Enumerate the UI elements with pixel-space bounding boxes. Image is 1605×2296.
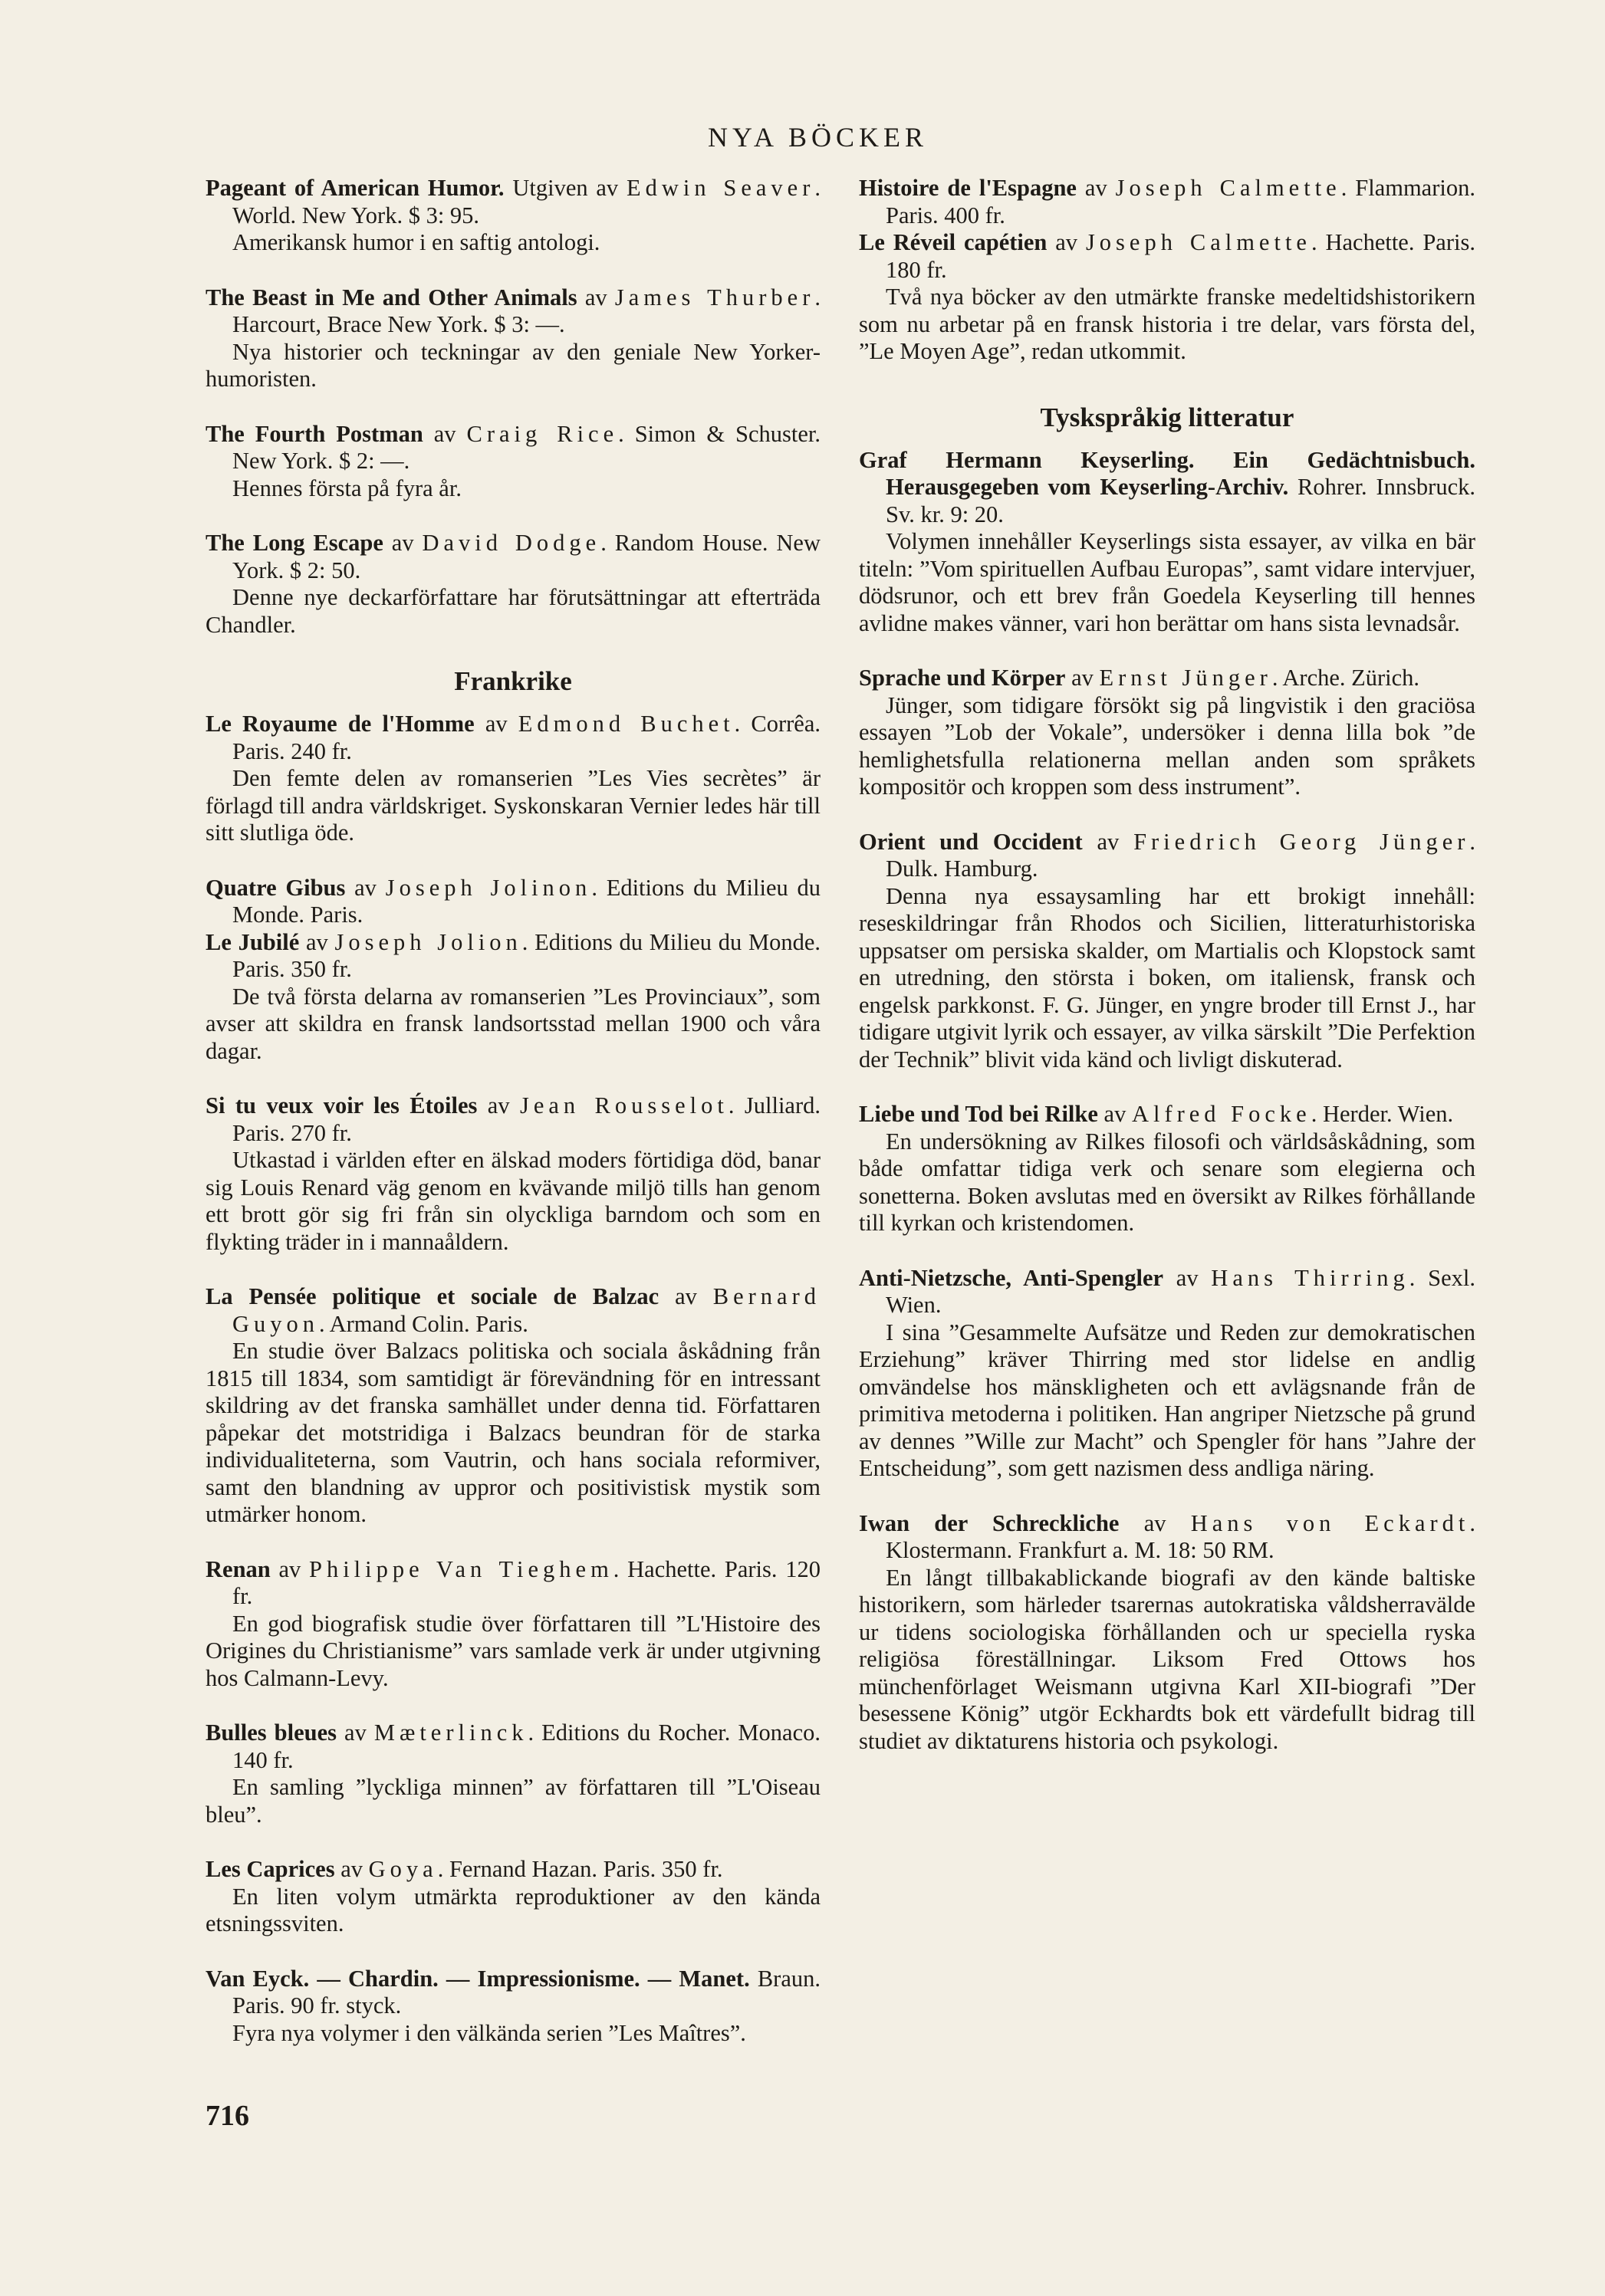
entry-author: Bernard Guyon [232, 1283, 821, 1337]
page-number: 716 [206, 2100, 249, 2132]
entry-annotation: En undersökning av Rilkes filosofi och världsåskådning, som både omfattar tidiga verk och senare som elegierna och sonetterna. Boken avslutas med en översikt av Rilkes förhållande till kyrkan och kristendomen. [859, 1128, 1475, 1236]
entry-connector: av [1076, 175, 1116, 201]
entry-annotation: En studie över Balzacs politiska och sociala åskådning från 1815 till 1834, som samtidigt är förevändning för en intressant skildring av det franska samhället under denna tid. Författaren påpekar det motstridiga i Balzacs beundran för de starka individualiteterna, som Vautrin, och hans sociala reformiver, samt den blandning av uppror och positivistisk mystik som utmärker honom. [206, 1338, 821, 1527]
entry-annotation: Jünger, som tidigare försökt sig på lingvistik i den graciösa essayen ”Lob der Vokale”, undersöker i denna lilla bok ”de hemlighetsfulla relationerna mellan anden som språkets kompositör och kroppen som dess instrument”. [859, 691, 1475, 800]
entry-connector: av [1119, 1509, 1191, 1536]
entry-publisher: . Hachette. Paris. 180 fr. [886, 229, 1475, 283]
entry-citation [206, 530, 821, 584]
entry-author: Goya [368, 1856, 438, 1882]
entry-connector: av [474, 711, 518, 737]
entry-title: The Fourth Postman [206, 420, 423, 447]
entry-annotation: En långt tillbakablickande biografi av den kände baltiske historikern, som härleder tsarernas autokratiska våldsherravälde ur tidens sociologiska förhållanden och ur speciella ryska religiösa föreställningar. Liksom Fred Ottows hos münchenförlaget Weismann utgivna Karl XII-biografi ”Der besessene König” utgör Eckhardts bok ett värdefullt bidrag till studiet av diktaturens historia och psykologi. [859, 1564, 1475, 1754]
entry-connector: av [270, 1555, 309, 1582]
right-column [859, 175, 1475, 1755]
entry-connector: av [383, 530, 423, 556]
entry-publisher: . Harcourt, Brace New York. $ 3: —. [232, 284, 821, 337]
entry-citation [206, 1856, 821, 1884]
entry-connector: av [1082, 828, 1134, 855]
entry-title: Quatre Gibus [206, 874, 346, 901]
entry-author: Joseph Calmette [1085, 229, 1311, 255]
entry-annotation: I sina ”Gesammelte Aufsätze und Reden zur demokratischen Erziehung” kräver Thirring med stor lidelse en andlig omvändelse hos mänskligheten och ett avlägsnande från de primitiva metoderna i politiken. Han angriper Nietzsche på grund av dennes ”Wille zur Macht” och Spengler för hans ”Jahre der Entscheidung”, som gett nazismen dess andliga näring. [859, 1319, 1475, 1481]
entry-citation [206, 421, 821, 475]
entry-title: Graf Hermann Keyserling. Ein Gedächtnisbuch. Herausgegeben vom Keyserling-Archiv. [859, 446, 1475, 500]
book-entry [859, 1101, 1475, 1237]
book-entry [206, 929, 821, 1066]
entry-connector: av [1097, 1101, 1132, 1127]
entry-annotation: Två nya böcker av den utmärkte franske medeltidshistorikern som nu arbetar på en fransk historia i tre delar, vars första del, ”Le Moyen Age”, redan utkommit. [859, 284, 1475, 364]
entry-publisher: . World. New York. $ 3: 95. [232, 175, 821, 228]
entry-citation [206, 711, 821, 765]
section-heading: Tyskspråkig litteratur [1040, 402, 1294, 432]
entry-author: Ernst Jünger [1099, 665, 1272, 691]
book-entry [859, 829, 1475, 1074]
entry-title: Le Royaume de l'Homme [206, 711, 475, 737]
book-entry [206, 1856, 821, 1938]
entry-citation [206, 929, 821, 984]
entry-title: Liebe und Tod bei Rilke [859, 1101, 1098, 1127]
entry-publisher: . Flammarion. Paris. 400 fr. [886, 175, 1475, 228]
entry-annotation: Hennes första på fyra år. [232, 475, 462, 501]
entry-author: Hans Thirring [1211, 1264, 1409, 1291]
entry-citation [206, 1556, 821, 1611]
entry-publisher: . Fernand Hazan. Paris. 350 fr. [437, 1856, 723, 1882]
entry-author: Friedrich Georg Jünger [1133, 828, 1470, 855]
entry-publisher: . Simon & Schuster. New York. $ 2: —. [232, 420, 821, 474]
entry-title: Si tu veux voir les Étoiles [206, 1092, 478, 1118]
entry-annotation: En samling ”lyckliga minnen” av författaren till ”L'Oiseau bleu”. [206, 1774, 821, 1828]
entry-connector: Utgiven av [504, 175, 627, 201]
entry-citation [859, 1510, 1475, 1565]
entry-publisher: . Sexl. Wien. [886, 1264, 1475, 1318]
entry-annotation: Volymen innehåller Keyserlings sista essayer, av vilka en bär titeln: ”Vom spirituellen Aufbau Europas”, samt vidare intervjuer, dödsrunor, och ett brev från Goedela Keyserling till hennes avlidne makes vänner, vari hon berättar om hans sista levnadsår. [859, 528, 1475, 636]
book-entry [206, 284, 821, 393]
entry-connector: av [1047, 229, 1086, 255]
entry-annotation: Utkastad i världen efter en älskad moders förtidiga död, banar sig Louis Renard väg genom en kvävande miljö tills han genom ett brott gör sig fri från sin olyckliga barndom och som en flykting träder in i mannaåldern. [206, 1147, 821, 1255]
entry-connector: av [337, 1720, 374, 1746]
entry-title: The Beast in Me and Other Animals [206, 284, 577, 310]
entry-title: Orient und Occident [859, 828, 1083, 855]
entry-publisher: . Arche. Zürich. [1271, 665, 1420, 691]
entry-title: Le Réveil capétien [859, 229, 1048, 255]
entry-annotation: Denna nya essaysamling har ett brokigt innehåll: reseskildringar från Rhodos och Sicilien, litteraturhistoriska uppsatser om persiska skalder, om Martialis och Klopstock samt en utredning, den största i boken, om italiensk, fransk och engelsk parkkonst. F. G. Jünger, en yngre broder till Ernst J., har tidigare utgivit lyrik och essayer, av vilka särskilt ”Die Perfektion der Technik” blivit vida känd och livligt diskuterad. [859, 882, 1475, 1072]
entry-connector: av [423, 420, 467, 447]
entry-annotation: Nya historier och teckningar av den geniale New Yorker-humoristen. [206, 338, 821, 392]
book-entry [206, 421, 821, 503]
entry-publisher: . Editions du Milieu du Monde. Paris. [232, 874, 821, 928]
entry-publisher: . Dulk. Hamburg. [886, 828, 1476, 882]
entry-connector: av [345, 874, 386, 901]
entry-connector: av [577, 284, 615, 310]
book-entry [206, 711, 821, 847]
entry-publisher: Rohrer. Innsbruck. Sv. kr. 9: 20. [886, 474, 1476, 527]
entry-publisher: . Editions du Rocher. Monaco. 140 fr. [232, 1720, 821, 1773]
entry-author: Edwin Seaver [626, 175, 815, 201]
entry-connector: av [1163, 1264, 1212, 1291]
book-entry [206, 175, 821, 257]
entry-citation [206, 1966, 821, 2020]
entry-title: Van Eyck. — Chardin. — Impressionisme. — Manet. [206, 1965, 750, 1992]
entry-annotation: Denne nye deckarförfattare har förutsättningar att efterträda Chandler. [206, 584, 821, 638]
book-entry [206, 1092, 821, 1256]
book-entry [206, 1966, 821, 2048]
entry-publisher: . Corrêa. Paris. 240 fr. [232, 711, 821, 764]
entry-publisher: . Armand Colin. Paris. [319, 1310, 528, 1337]
entry-title: La Pensée politique et sociale de Balzac [206, 1283, 659, 1309]
book-entry [859, 665, 1475, 801]
entry-title: Renan [206, 1555, 271, 1582]
entry-annotation: Den femte delen av romanserien ”Les Vies secrètes” är förlagd till andra världskriget. Syskonskaran Vernier ledes här till sitt slutliga öde. [206, 765, 821, 846]
entry-citation [859, 1265, 1475, 1319]
entry-connector: av [334, 1856, 369, 1882]
entry-publisher: Braun. Paris. 90 fr. styck. [232, 1965, 821, 2018]
entry-publisher: . Herder. Wien. [1311, 1101, 1454, 1127]
entry-publisher: . Julliard. Paris. 270 fr. [232, 1092, 821, 1146]
left-column [206, 175, 821, 2047]
book-entry [206, 1556, 821, 1693]
entry-connector: av [299, 928, 335, 955]
entry-author: Mæterlinck [373, 1720, 528, 1746]
entry-title: Anti-Nietzsche, Anti-Spengler [859, 1264, 1164, 1291]
entry-author: Jean Rousselot [519, 1092, 728, 1118]
entry-author: James Thurber [614, 284, 815, 310]
entry-citation [206, 1283, 821, 1338]
entry-citation [859, 665, 1475, 692]
entry-author: Philippe Van Tieghem [309, 1555, 613, 1582]
book-entry [859, 1510, 1475, 1756]
entry-citation [206, 284, 821, 339]
entry-annotation: En god biografisk studie över författaren till ”L'Histoire des Origines du Christianisme” vars samlade verk är under utgivning hos Calmann-Levy. [206, 1610, 821, 1691]
entry-author: David Dodge [422, 530, 601, 556]
entry-title: Les Caprices [206, 1856, 335, 1882]
entry-citation [206, 1092, 821, 1147]
entry-publisher: . Editions du Milieu du Monde. Paris. 350 fr. [232, 928, 821, 982]
entry-author: Craig Rice [466, 420, 619, 447]
entry-citation [206, 875, 821, 929]
book-entry [859, 447, 1475, 638]
entry-citation [859, 1101, 1475, 1128]
entry-connector: av [477, 1092, 520, 1118]
book-entry [206, 530, 821, 639]
entry-citation [206, 1720, 821, 1774]
entry-title: Pageant of American Humor. [206, 175, 505, 201]
entry-annotation: De två första delarna av romanserien ”Les Provinciaux”, som avser att skildra en fransk landsortsstad mellan 1900 och våra dagar. [206, 983, 821, 1064]
entry-publisher: . Hachette. Paris. 120 fr. [232, 1555, 821, 1609]
entry-title: Bulles bleues [206, 1720, 337, 1746]
entry-annotation: Fyra nya volymer i den välkända serien ”Les Maîtres”. [232, 2019, 746, 2046]
entry-author: Joseph Jolinon [385, 874, 592, 901]
entry-title: The Long Escape [206, 530, 383, 556]
book-entry [859, 175, 1475, 229]
entry-author: Joseph Calmette [1115, 175, 1341, 201]
entry-citation [859, 829, 1475, 883]
entry-author: Alfred Focke [1131, 1101, 1311, 1127]
running-head: NYA BÖCKER [707, 122, 929, 153]
entry-title: Iwan der Schreckliche [859, 1509, 1120, 1536]
entry-connector: av [1065, 665, 1100, 691]
book-entry [859, 229, 1475, 366]
section-heading: Frankrike [454, 666, 572, 696]
entry-citation [859, 447, 1475, 529]
entry-title: Histoire de l'Espagne [859, 175, 1077, 201]
entry-author: Edmond Buchet [518, 711, 735, 737]
book-entry [859, 1265, 1475, 1483]
book-entry [206, 1283, 821, 1529]
entry-annotation: En liten volym utmärkta reproduktioner av den kända etsningssviten. [206, 1883, 821, 1936]
entry-title: Sprache und Körper [859, 665, 1066, 691]
entry-citation [859, 175, 1475, 229]
entry-citation [206, 175, 821, 229]
entry-publisher: . Random House. New York. $ 2: 50. [232, 530, 821, 583]
book-entry [206, 875, 821, 929]
entry-title: Le Jubilé [206, 928, 300, 955]
book-entry [206, 1720, 821, 1828]
entry-connector: av [659, 1283, 713, 1309]
entry-author: Hans von Eckardt [1190, 1509, 1470, 1536]
entry-citation [859, 229, 1475, 284]
entry-publisher: . Klostermann. Frankfurt a. M. 18: 50 RM. [886, 1509, 1475, 1563]
entry-author: Joseph Jolion [334, 928, 522, 955]
entry-annotation: Amerikansk humor i en saftig antologi. [232, 229, 600, 255]
